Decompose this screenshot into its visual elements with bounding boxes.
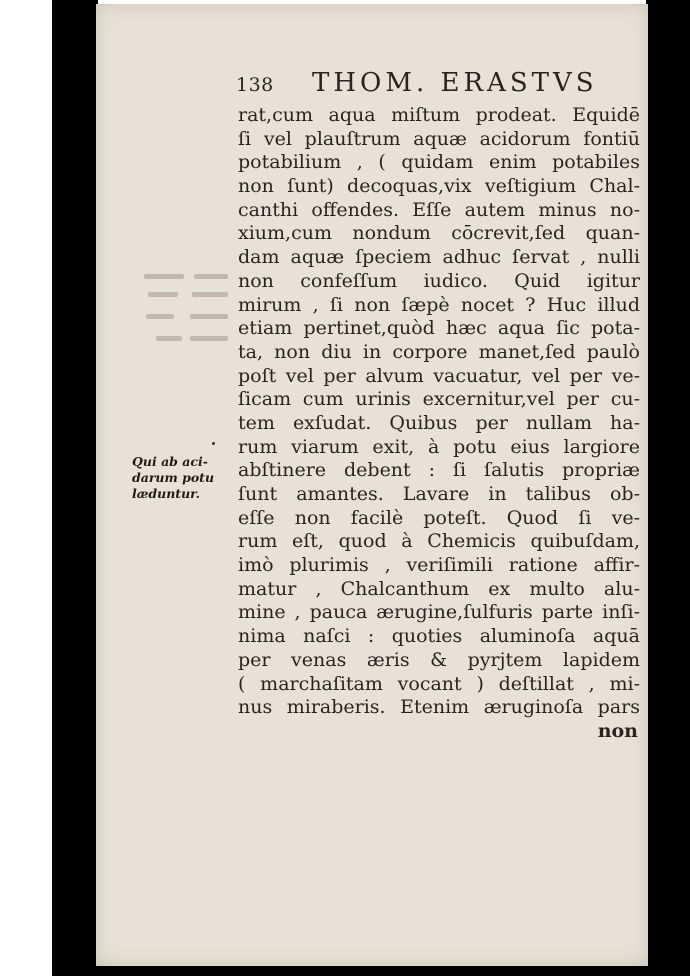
- text-line: matur , Chalcanthum ex multo alu-: [238, 577, 640, 600]
- text-line: xium,cum nondum cōcrevit,ſed quan-: [238, 222, 640, 245]
- text-line: per venas æris & pyrjtem lapidem: [238, 648, 640, 671]
- text-line: dam aquæ ſpeciem adhuc ſervat , nulli: [238, 246, 640, 269]
- catchword: non: [597, 719, 638, 742]
- text-line: mine , pauca ærugine,ſulfuris parte inſi-: [238, 601, 640, 624]
- ink-dot: [212, 442, 215, 445]
- text-line: rum eſt, quod à Chemicis quibuſdam,: [238, 530, 640, 553]
- text-line: ( marchaſitam vocant ) deſtillat , mi-: [238, 672, 640, 695]
- page-number: 138: [236, 74, 274, 96]
- page-header: [236, 68, 646, 102]
- running-title: THOM. ERASTVS: [312, 68, 598, 98]
- text-line: canthi offendes. Eſſe autem minus no-: [238, 198, 640, 221]
- scan-border-left: [52, 0, 98, 976]
- body-text: [238, 104, 640, 744]
- margin-note-line: læduntur.: [132, 486, 200, 501]
- text-line: ſi vel plauſtrum aquæ acidorum fontiū: [238, 127, 640, 150]
- text-line: eſſe non facilè poteſt. Quod ſi ve-: [238, 506, 640, 529]
- text-line: ſunt amantes. Lavare in talibus ob-: [238, 483, 640, 505]
- text-line: imò plurimis , veriſimili ratione affir-: [238, 554, 640, 577]
- text-line: non confeſſum iudico. Quid igitur: [238, 269, 640, 292]
- text-line: rat,cum aqua miſtum prodeat. Equidē: [238, 104, 640, 126]
- text-line: etiam pertinet,quòd hæc aqua ſic pota-: [238, 317, 640, 340]
- margin-note: [132, 454, 232, 502]
- text-line: mirum , ſi non ſæpè nocet ? Huc illud: [238, 293, 640, 316]
- margin-note-line: darum potu: [132, 470, 215, 485]
- text-line: poſt vel per alvum vacuatur, vel per ve-: [238, 364, 640, 387]
- text-line: nus miraberis. Etenim æruginoſa pars: [238, 696, 640, 719]
- text-line: potabilium , ( quidam enim potabiles: [238, 151, 640, 174]
- text-line: ſicam cum urinis excernitur,vel per cu-: [238, 388, 640, 411]
- text-line: ta, non diu in corpore manet,ſed paulò: [238, 340, 640, 363]
- scan-border-right: [646, 0, 690, 976]
- text-line: nima naſci : quoties aluminoſa aquā: [238, 625, 640, 648]
- text-line: non ſunt) decoquas,vix veſtigium Chal-: [238, 175, 640, 198]
- faded-marginalia: [138, 270, 230, 356]
- text-line: abſtinere debent : ſi ſalutis propriæ: [238, 459, 640, 482]
- text-line: rum viarum exit, à potu eius largiore: [238, 435, 640, 458]
- text-line: tem exſudat. Quibus per nullam ha-: [238, 411, 640, 434]
- margin-note-line: Qui ab aci-: [132, 454, 208, 469]
